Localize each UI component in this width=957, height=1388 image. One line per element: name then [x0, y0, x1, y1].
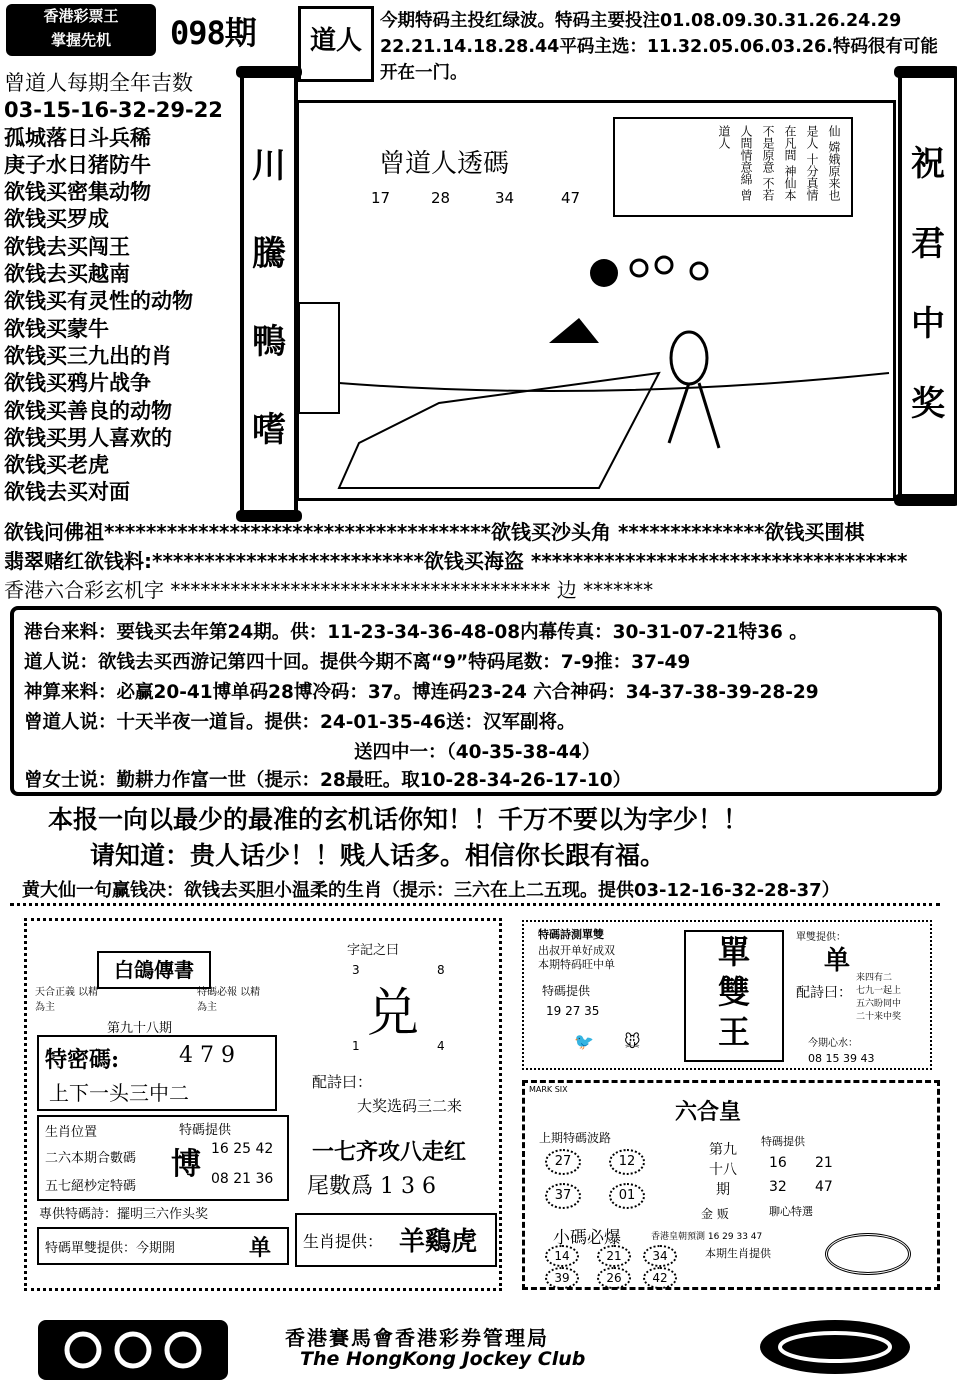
long-riddle-line: 欲钱问佛祖*************************************欲钱买沙头角 **************欲钱买围棋	[4, 520, 865, 544]
rb-title: 六合皇	[675, 1099, 742, 1125]
rb-small-note: 香港皇朝預測 16 29 33 47	[651, 1232, 763, 1242]
scroll-char: 嗜	[252, 410, 286, 450]
left-column	[4, 70, 240, 507]
rt-peishi: 配詩曰：	[796, 985, 852, 1001]
sx-provide-box	[295, 1213, 497, 1267]
rt-line: 出叔开单好成双	[538, 944, 615, 957]
issue-number: 098期	[170, 14, 256, 52]
logo-swirl-icon	[38, 1320, 228, 1380]
baige-side-left: 天合正義 以精為主	[35, 987, 99, 1013]
huang-daxian-line: 黄大仙一句赢钱决：欲钱去买胆小温柔的生肖（提示：三六在上二五现。提供03-12-16-32-28-37）	[22, 880, 840, 901]
sx-label: 生肖位置	[45, 1125, 98, 1140]
scroll-rod	[894, 494, 957, 506]
intro-text	[380, 8, 955, 86]
rt-poem-line: 来四有二	[856, 973, 893, 983]
baige-panel	[24, 918, 502, 1291]
tema-nums: 16 25 42	[211, 1141, 274, 1157]
logo-title: 香港彩票王	[43, 7, 119, 25]
flower-icon	[631, 260, 647, 276]
tema-value: 4 7 9	[179, 1043, 235, 1068]
number-ball: 37	[545, 1183, 581, 1209]
info-box	[10, 606, 942, 796]
scroll-char: 鴨	[252, 322, 286, 362]
number-ball: 27	[545, 1149, 581, 1175]
lucky-numbers: 03-15-16-32-29-22	[4, 98, 223, 123]
rb-tema: 特碼提供	[761, 1135, 805, 1148]
info-row: 曾道人说：十天半夜一道旨。提供：24-01-35-46送：汉军副将。	[24, 712, 576, 733]
rb-center-label: 金 贩	[701, 1207, 729, 1221]
rt-poem-line: 五六盼同中	[856, 999, 902, 1009]
left-scroll	[240, 72, 298, 516]
rt-heart-nums: 08 15 39 43	[808, 1052, 875, 1065]
danshuang-title-box	[684, 930, 784, 1062]
tema-nums: 08 21 36	[211, 1171, 274, 1187]
taoist-seal: 道人	[298, 6, 374, 82]
rb-small-label: 小碼必爆	[553, 1228, 621, 1248]
bold-verse: 一七齐攻八走红	[312, 1139, 467, 1165]
fisherman-figure	[671, 332, 707, 384]
rt-provide: 特碼提供	[542, 984, 591, 998]
bo-char: 博	[171, 1147, 201, 1182]
mountain-icon	[549, 318, 599, 343]
brand-logo	[6, 4, 156, 56]
riddle-line: 庚子水日猪防牛	[4, 152, 151, 177]
sx-line: 二六本期合數碼	[45, 1151, 137, 1166]
flower-icon	[656, 257, 672, 273]
sx-label-2: 特碼提供	[179, 1123, 232, 1138]
intro-line-1: 今期特码主投红绿波。特码主要投注01.08.09.30.31.26.24.29	[380, 11, 902, 31]
logo-subtitle: 掌握先机	[50, 31, 111, 49]
riddle-line: 孤城落日斗兵稀	[4, 125, 151, 150]
hidden-code-box	[299, 303, 339, 413]
rt-poem-line: 二十来中奖	[856, 1012, 902, 1022]
picture-number: 34	[495, 189, 515, 207]
sx-provide-value: 羊鷄虎	[399, 1227, 478, 1257]
sx-line: 五七絕杪定特碼	[45, 1179, 137, 1194]
number-ball: 34	[643, 1245, 677, 1267]
peishi-text: 大奖选码三二来	[357, 1097, 463, 1115]
riddle-line: 欲钱去买闯王	[4, 234, 130, 259]
mark-six-logo	[760, 1320, 910, 1374]
long-riddle-line: 翡翠赌红欲钱料:**************************欲钱买海盗 ************************************	[4, 549, 908, 573]
info-row: 送四中一：（40-35-38-44）	[354, 742, 601, 763]
rb-tema-num: 21	[815, 1155, 833, 1171]
scroll-rod	[236, 66, 302, 78]
stamp-icon	[825, 1233, 911, 1275]
rt-right-label: 單雙提供：	[796, 932, 846, 943]
scroll-char: 騰	[252, 234, 286, 274]
scroll-char: 君	[911, 224, 945, 264]
scroll-char: 奖	[911, 384, 945, 424]
info-row: 曾女士说：勤耕力作富一世（提示：28最旺。取10-28-34-26-17-10）	[24, 770, 632, 791]
riddle-line: 欲钱买有灵性的动物	[4, 289, 193, 314]
zi-number: 1	[352, 1039, 360, 1053]
number-ball: 14	[545, 1245, 579, 1267]
right-scroll	[898, 72, 957, 500]
sun-icon	[590, 259, 618, 287]
scroll-rod	[894, 66, 957, 78]
slogan-line: 请知道：贵人话少！！贱人话多。相信你长跟有福。	[90, 841, 666, 870]
riddle-line: 欲钱买罗成	[4, 207, 109, 232]
zhuangong-poem: 專供特碼詩：擺明三六作头奖	[39, 1207, 209, 1222]
tema-box	[37, 1035, 277, 1111]
riddle-line: 欲钱买密集动物	[4, 180, 151, 205]
number-ball: 42	[643, 1267, 677, 1289]
lucky-title: 曾道人每期全年吉数	[4, 71, 193, 95]
star-divider	[10, 903, 940, 916]
mark-six-emblem-icon	[760, 1320, 910, 1374]
riddle-line: 欲钱买男人喜欢的	[4, 425, 172, 450]
picture-title: 曾道人透碼	[379, 149, 510, 179]
long-riddle-line: 香港六合彩玄机字 ************************************** 边 *******	[4, 578, 654, 602]
sx-provide-label: 生肖提供：	[303, 1232, 384, 1251]
scroll-char: 中	[911, 304, 945, 344]
rt-right-big: 单	[824, 946, 851, 976]
tema-label: 特密碼:	[45, 1047, 120, 1073]
slogan-line: 本报一向以最少的最准的玄机话你知！！千万不要以为字少！！	[48, 805, 749, 834]
bird-icon: 🐦	[574, 1032, 594, 1051]
scroll-char: 川	[252, 146, 286, 186]
riddle-line: 欲钱买鸦片战争	[4, 371, 151, 396]
rt-nums: 19 27 35	[546, 1004, 600, 1018]
single-label: 特碼單雙提供：今期開	[45, 1241, 176, 1256]
footer-chinese-name: 香港賽馬會香港彩券管理局	[285, 1326, 549, 1350]
picture-number: 17	[371, 189, 391, 207]
riddle-line: 欲钱买蒙牛	[4, 316, 109, 341]
number-ball: 39	[545, 1267, 579, 1289]
baige-issue: 第九十八期	[107, 1021, 173, 1036]
number-ball: 26	[597, 1267, 631, 1289]
number-ball: 01	[609, 1183, 645, 1209]
jockey-club-logo	[38, 1320, 228, 1380]
rb-sx-provide: 本期生肖提供	[705, 1247, 771, 1260]
fisherman-legs	[669, 383, 719, 448]
riddle-line: 欲钱买善良的动物	[4, 398, 172, 423]
weishu: 尾數爲 1 3 6	[307, 1174, 436, 1199]
scroll-char: 祝	[911, 144, 945, 184]
intro-line-3: 开在一门。	[380, 63, 468, 83]
rt-line: 本期特码旺中单	[538, 958, 615, 971]
rt-poem-line: 七九一起上	[856, 986, 902, 996]
riddle-line: 欲钱买老虎	[4, 453, 109, 478]
zi-number: 4	[437, 1039, 445, 1053]
fisher-drawing	[299, 103, 893, 498]
riddle-line: 欲钱去买越南	[4, 262, 130, 287]
zi-title: 字記之曰	[347, 943, 400, 958]
big-char: 單	[717, 933, 750, 971]
tema-hint: 上下一头三中二	[49, 1081, 189, 1105]
footer-english-name: The HongKong Jockey Club	[300, 1348, 586, 1370]
rb-sub: 上期特碼波路	[539, 1131, 612, 1145]
shoreline	[339, 373, 889, 391]
zi-number: 8	[437, 963, 445, 977]
number-ball: 12	[609, 1149, 645, 1175]
info-row: 港台来料：要钱买去年第24期。供：11-23-34-36-48-08内幕传真：30-31-07-21特36 。	[24, 622, 808, 643]
picture-number: 47	[561, 189, 581, 207]
rb-issue: 第九十八期	[709, 1142, 737, 1198]
animal-icon: 🐭	[624, 1032, 641, 1051]
riddle-line: 欲钱去买对面	[4, 480, 130, 505]
rb-tema-num: 16	[769, 1155, 787, 1171]
rb-tema-num: 47	[815, 1179, 833, 1195]
peishi-label: 配詩曰：	[312, 1073, 373, 1091]
big-char: 王	[717, 1013, 750, 1051]
info-row: 道人说：欲钱去买西游记第四十回。提供今期不离“9”特码尾数：7-9推：37-49	[24, 652, 691, 673]
intro-line-2: 22.21.14.18.28.44平码主选：11.32.05.06.03.26.特码很有可能	[380, 37, 938, 57]
rb-tema-num: 32	[769, 1179, 787, 1195]
zi-number: 3	[352, 963, 360, 977]
zi-char: 兑	[367, 984, 420, 1044]
rt-poem	[856, 972, 901, 1024]
rt-heart: 今期心水：	[808, 1038, 858, 1049]
flower-icon	[691, 263, 707, 279]
baige-title: 白鴿傳書	[97, 951, 211, 989]
rb-note: 聊心特選	[769, 1205, 813, 1218]
poem-header: 仙	[827, 125, 841, 137]
poem-text: 嫦娥原来也是人 十分真情在凡間 神仙本不是原意 不若人間情意綿 曾道人	[717, 125, 841, 201]
danshuang-panel	[522, 920, 932, 1070]
rt-header: 特碼詩測單雙	[538, 928, 604, 941]
single-value: 单	[249, 1235, 272, 1261]
liuhehuang-panel	[522, 1080, 940, 1290]
single-box	[37, 1227, 289, 1265]
baige-side-right: 特碼必報 以精為主	[197, 987, 261, 1013]
big-char: 雙	[717, 973, 750, 1011]
riddle-line: 欲钱买三九出的肖	[4, 343, 172, 368]
border-text: MARK SIX	[529, 1085, 568, 1094]
number-ball: 21	[597, 1245, 631, 1267]
info-row: 神算来料：必赢20-41博单码28博冷码：37。博连码23-24 六合神码：34-37-38-39-28-29	[24, 682, 819, 703]
fisher-illustration	[296, 100, 896, 501]
shengxiao-box	[37, 1115, 289, 1201]
picture-number: 28	[431, 189, 451, 207]
